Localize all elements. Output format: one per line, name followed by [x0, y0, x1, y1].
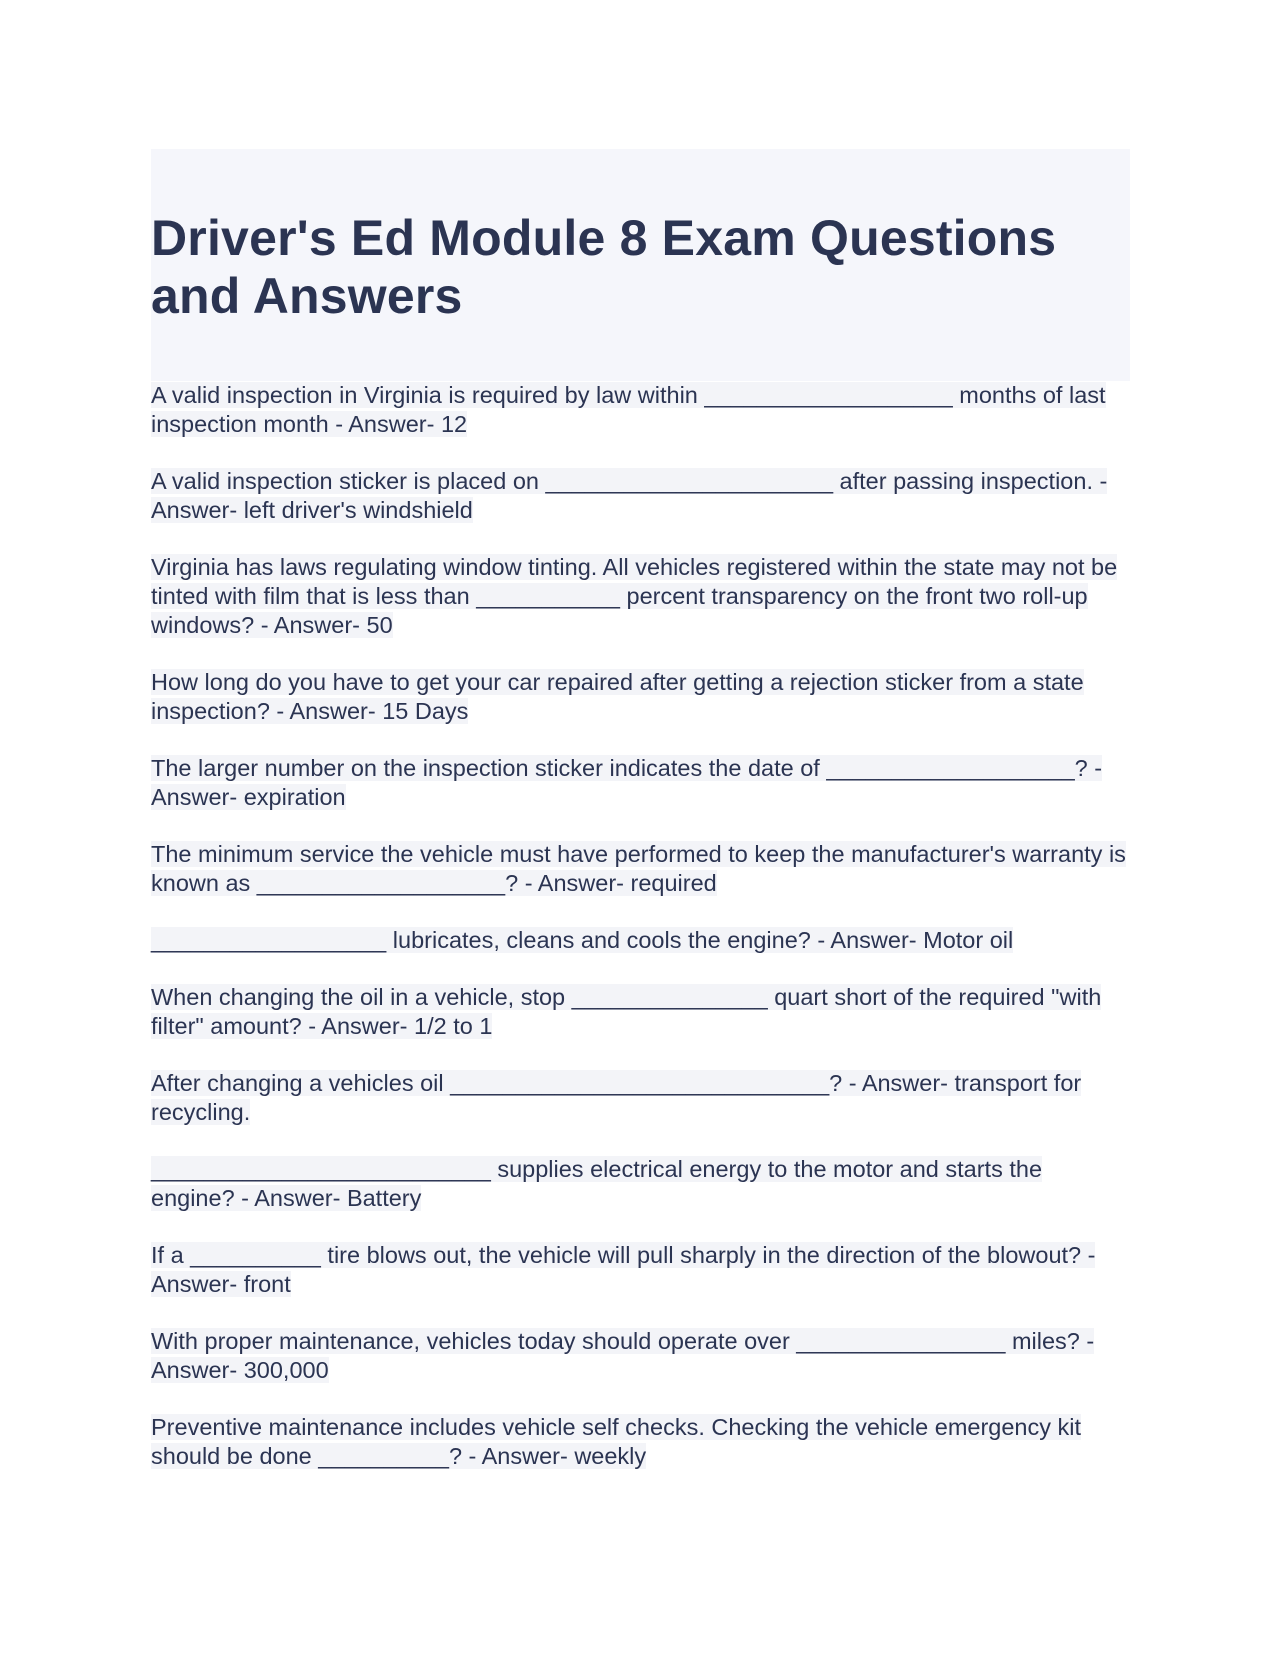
- qa-text: After changing a vehicles oil _____________________________? - Answer- transport for recycling.: [151, 1070, 1082, 1125]
- qa-item: [151, 1241, 1130, 1299]
- qa-text: The larger number on the inspection sticker indicates the date of ___________________? - Answer- expiration: [151, 755, 1103, 810]
- qa-item: [151, 1413, 1130, 1471]
- qa-item: [151, 1155, 1130, 1213]
- qa-item: [151, 467, 1130, 525]
- qa-item: [151, 1069, 1130, 1127]
- qa-text: Preventive maintenance includes vehicle self checks. Checking the vehicle emergency kit should be done __________? - Answer- weekly: [151, 1414, 1082, 1469]
- qa-text: How long do you have to get your car repaired after getting a rejection sticker from a state inspection? - Answer- 15 Days: [151, 669, 1084, 724]
- qa-text: A valid inspection sticker is placed on ______________________ after passing inspection. - Answer- left driver's windshield: [151, 468, 1108, 523]
- qa-text: __________________________ supplies electrical energy to the motor and starts the engine? - Answer- Battery: [151, 1156, 1043, 1211]
- qa-text: When changing the oil in a vehicle, stop _______________ quart short of the required "with filter" amount? - Answer- 1/2 to 1: [151, 984, 1102, 1039]
- document-title: Driver's Ed Module 8 Exam Questions and Answers: [151, 210, 1057, 324]
- qa-text: Virginia has laws regulating window tinting. All vehicles registered within the state may not be tinted with film that is less than ___________ percent transparency on the front two roll-up windows? - Answer- 50: [151, 554, 1118, 638]
- qa-list: [151, 381, 1130, 1471]
- qa-item: [151, 381, 1130, 439]
- qa-text: A valid inspection in Virginia is required by law within ___________________ months of last inspection month - Answer- 12: [151, 382, 1106, 437]
- document-page: [151, 149, 1130, 1499]
- qa-item: [151, 668, 1130, 726]
- qa-text: With proper maintenance, vehicles today should operate over ________________ miles? - Answer- 300,000: [151, 1328, 1095, 1383]
- qa-item: [151, 983, 1130, 1041]
- qa-text: The minimum service the vehicle must have performed to keep the manufacturer's warranty is known as ___________________? - Answer- required: [151, 841, 1126, 896]
- qa-item: [151, 553, 1130, 640]
- qa-item: [151, 840, 1130, 898]
- title-block: [151, 149, 1130, 381]
- qa-item: [151, 926, 1130, 955]
- qa-text: If a __________ tire blows out, the vehicle will pull sharply in the direction of the blowout? - Answer- front: [151, 1242, 1096, 1297]
- qa-text: __________________ lubricates, cleans and cools the engine? - Answer- Motor oil: [151, 927, 1014, 953]
- qa-item: [151, 754, 1130, 812]
- qa-item: [151, 1327, 1130, 1385]
